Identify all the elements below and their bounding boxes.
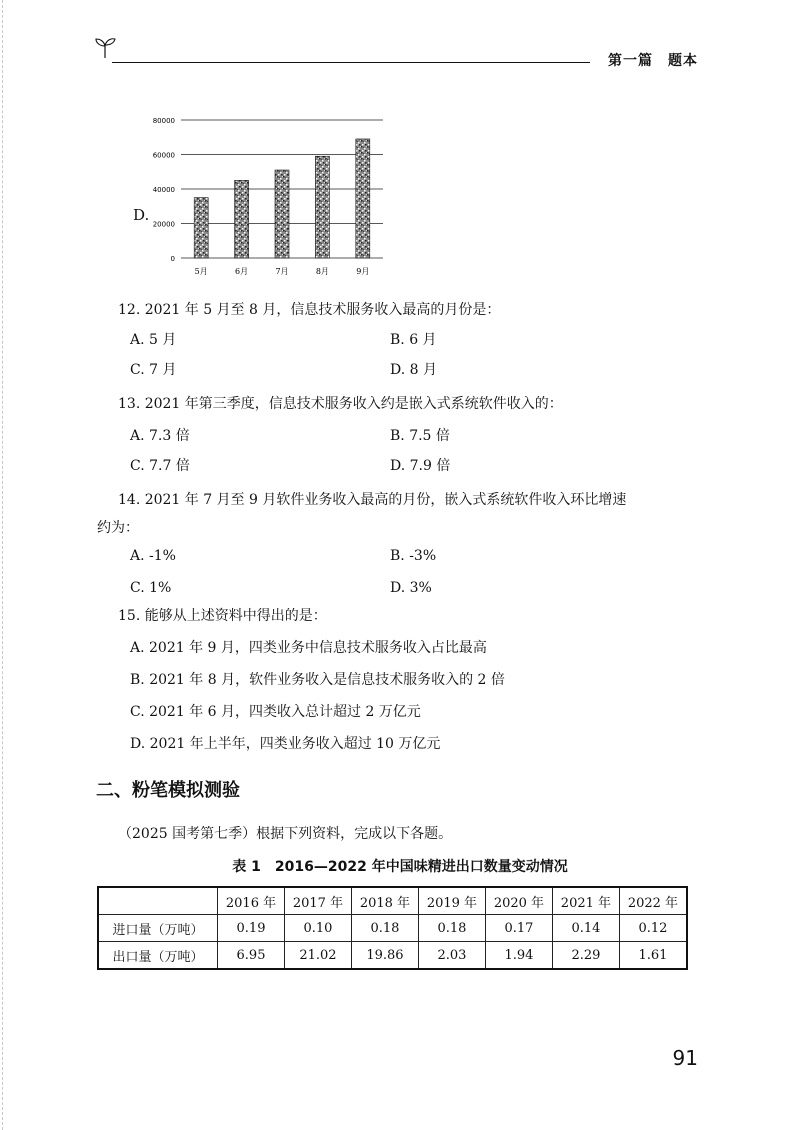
page-edge-dashes bbox=[2, 0, 3, 1130]
answer-option[interactable]: B. 2021 年 8 月，软件业务收入是信息技术服务收入的 2 倍 bbox=[130, 672, 505, 688]
x-tick-label: 8月 bbox=[315, 267, 329, 276]
x-tick-label: 9月 bbox=[356, 267, 370, 276]
table-cell: 0.10 bbox=[284, 915, 351, 942]
table-header-cell bbox=[98, 887, 218, 915]
table-cell: 1.94 bbox=[485, 942, 552, 970]
table-cell: 0.14 bbox=[552, 915, 619, 942]
table-cell: 0.18 bbox=[418, 915, 485, 942]
answer-option[interactable]: C. 7.7 倍 bbox=[130, 458, 190, 474]
table-header-cell: 2021 年 bbox=[552, 887, 619, 915]
bar bbox=[356, 139, 370, 258]
question-stem: 约为： bbox=[97, 520, 139, 536]
answer-option[interactable]: B. 7.5 倍 bbox=[390, 428, 450, 444]
bar-chart bbox=[145, 110, 390, 282]
answer-option[interactable]: D. 8 月 bbox=[390, 362, 437, 378]
question-stem: 12. 2021 年 5 月至 8 月，信息技术服务收入最高的月份是： bbox=[118, 302, 501, 318]
table-header-cell: 2016 年 bbox=[218, 887, 285, 915]
bar bbox=[315, 156, 329, 258]
x-tick-label: 6月 bbox=[235, 267, 249, 276]
table-cell: 2.29 bbox=[552, 942, 619, 970]
table-cell: 0.12 bbox=[619, 915, 687, 942]
table-cell: 19.86 bbox=[351, 942, 418, 970]
y-tick-label: 40000 bbox=[152, 186, 175, 194]
answer-option[interactable]: A. 5 月 bbox=[130, 332, 177, 348]
table-cell: 2.03 bbox=[418, 942, 485, 970]
table-row-label: 进口量（万吨） bbox=[98, 915, 218, 942]
answer-option[interactable]: B. -3% bbox=[390, 548, 437, 564]
answer-option[interactable]: C. 7 月 bbox=[130, 362, 177, 378]
table-cell: 21.02 bbox=[284, 942, 351, 970]
answer-option[interactable]: D. 7.9 倍 bbox=[390, 458, 451, 474]
bar bbox=[194, 198, 208, 258]
page-number: 91 bbox=[672, 1046, 698, 1070]
table-cell: 0.19 bbox=[218, 915, 285, 942]
answer-option[interactable]: D. 2021 年上半年，四类业务收入超过 10 万亿元 bbox=[130, 736, 441, 752]
answer-option[interactable]: A. -1% bbox=[130, 548, 176, 564]
header-title: 第一篇 题本 bbox=[608, 53, 698, 69]
table-row bbox=[98, 915, 687, 942]
header-rule bbox=[112, 62, 590, 63]
table-cell: 0.17 bbox=[485, 915, 552, 942]
table-header-cell: 2017 年 bbox=[284, 887, 351, 915]
bar bbox=[275, 170, 289, 258]
table-header-cell: 2020 年 bbox=[485, 887, 552, 915]
answer-option[interactable]: C. 2021 年 6 月，四类收入总计超过 2 万亿元 bbox=[130, 704, 421, 720]
question-stem: 14. 2021 年 7 月至 9 月软件业务收入最高的月份，嵌入式系统软件收入环比增速 bbox=[118, 492, 627, 508]
bar bbox=[235, 180, 249, 258]
answer-option[interactable]: A. 2021 年 9 月，四类业务中信息技术服务收入占比最高 bbox=[130, 640, 487, 656]
chart-option-label: D. bbox=[133, 206, 150, 224]
x-tick-label: 5月 bbox=[194, 267, 208, 276]
question-stem: 15. 能够从上述资料中得出的是： bbox=[118, 608, 327, 624]
table-header-cell: 2019 年 bbox=[418, 887, 485, 915]
x-tick-label: 7月 bbox=[275, 267, 289, 276]
section-title: 二、粉笔模拟测验 bbox=[96, 780, 240, 801]
answer-option[interactable]: D. 3% bbox=[390, 580, 432, 596]
question-stem: 13. 2021 年第三季度，信息技术服务收入约是嵌入式系统软件收入的： bbox=[118, 396, 563, 412]
table-cell: 6.95 bbox=[218, 942, 285, 970]
y-tick-label: 0 bbox=[170, 255, 175, 263]
data-table bbox=[97, 886, 688, 970]
table-header-cell: 2022 年 bbox=[619, 887, 687, 915]
y-tick-label: 60000 bbox=[152, 151, 175, 160]
answer-option[interactable]: A. 7.3 倍 bbox=[130, 428, 190, 444]
table-header-cell: 2018 年 bbox=[351, 887, 418, 915]
table-row bbox=[98, 942, 687, 970]
y-tick-label: 80000 bbox=[152, 117, 175, 125]
table-row-label: 出口量（万吨） bbox=[98, 942, 218, 970]
answer-option[interactable]: B. 6 月 bbox=[390, 332, 437, 348]
y-tick-label: 20000 bbox=[152, 220, 175, 229]
table-header-row bbox=[98, 887, 687, 915]
answer-option[interactable]: C. 1% bbox=[130, 580, 172, 596]
table-cell: 1.61 bbox=[619, 942, 687, 970]
intro-text: （2025 国考第七季）根据下列资料，完成以下各题。 bbox=[118, 826, 453, 842]
table-caption: 表 1 2016—2022 年中国味精进出口数量变动情况 bbox=[232, 859, 568, 875]
sprout-icon bbox=[92, 34, 118, 60]
table-cell: 0.18 bbox=[351, 915, 418, 942]
